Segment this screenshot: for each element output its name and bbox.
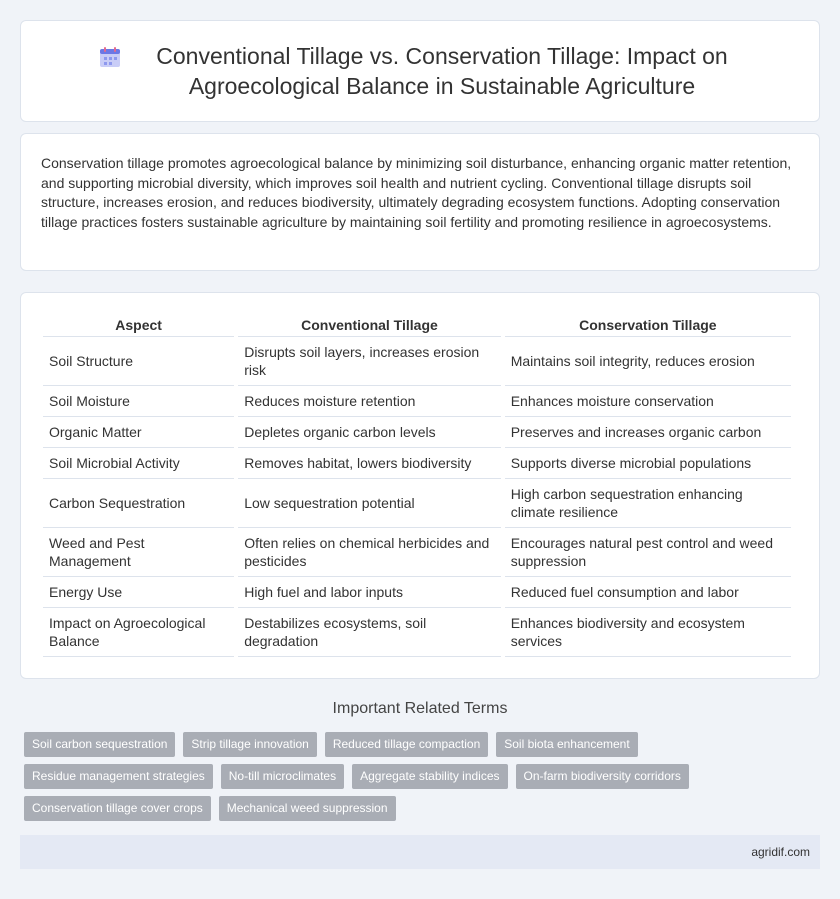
table-row (43, 528, 791, 577)
header-conservation: Conservation Tillage (505, 311, 791, 337)
table-cell: Supports diverse microbial populations (505, 448, 791, 479)
table-cell: Impact on Agroecological Balance (43, 608, 234, 657)
table-cell: Maintains soil integrity, reduces erosion (505, 337, 791, 386)
tag-reduced-tillage-compaction[interactable]: Reduced tillage compaction (325, 732, 488, 757)
tag-aggregate-stability-indices[interactable]: Aggregate stability indices (352, 764, 507, 789)
table-row (43, 417, 791, 448)
header-aspect: Aspect (43, 311, 234, 337)
table-cell: Reduced fuel consumption and labor (505, 577, 791, 608)
title-card (20, 20, 820, 122)
related-terms-title: Important Related Terms (332, 700, 508, 717)
comparison-table (39, 311, 795, 657)
table-row (43, 337, 791, 386)
table-cell: Destabilizes ecosystems, soil degradation (238, 608, 501, 657)
table-cell: Organic Matter (43, 417, 234, 448)
page-title: Conventional Tillage vs. Conservation Tillage: Impact on Agroecological Balance in Sustainable Agriculture (156, 43, 728, 99)
table-cell: High carbon sequestration enhancing climate resilience (505, 479, 791, 528)
comparison-table-card (20, 292, 820, 679)
title-wrap (98, 41, 742, 101)
tag-residue-management-strategies[interactable]: Residue management strategies (24, 764, 213, 789)
table-cell: Low sequestration potential (238, 479, 501, 528)
table-cell: Enhances biodiversity and ecosystem services (505, 608, 791, 657)
table-cell: Disrupts soil layers, increases erosion risk (238, 337, 501, 386)
intro-text: Conservation tillage promotes agroecological balance by minimizing soil disturbance, enhancing organic matter retention, and supporting microbial diversity, which improves soil health and nutrient cycling. Conventional tillage disrupts soil structure, increases erosion, and reduces biodiversity, ultimately degrading ecosystem functions. Adopting conservation tillage practices fosters sustainable agriculture by maintaining soil fertility and promoting resilience in agroecosystems. (41, 155, 792, 230)
table-cell: Weed and Pest Management (43, 528, 234, 577)
tag-mechanical-weed-suppression[interactable]: Mechanical weed suppression (219, 796, 396, 821)
table-cell: Enhances moisture conservation (505, 386, 791, 417)
tag-soil-biota-enhancement[interactable]: Soil biota enhancement (496, 732, 637, 757)
table-row (43, 448, 791, 479)
calendar-icon (98, 45, 122, 69)
footer-site-link[interactable]: agridif.com (751, 845, 810, 859)
intro-card (20, 133, 820, 271)
table-row (43, 479, 791, 528)
table-cell: Removes habitat, lowers biodiversity (238, 448, 501, 479)
table-cell: Energy Use (43, 577, 234, 608)
table-cell: Preserves and increases organic carbon (505, 417, 791, 448)
table-cell: Soil Microbial Activity (43, 448, 234, 479)
table-cell: Soil Structure (43, 337, 234, 386)
tag-soil-carbon-sequestration[interactable]: Soil carbon sequestration (24, 732, 175, 757)
table-cell: Encourages natural pest control and weed suppression (505, 528, 791, 577)
tag-conservation-tillage-cover-crops[interactable]: Conservation tillage cover crops (24, 796, 211, 821)
table-row (43, 577, 791, 608)
tag-no-till-microclimates[interactable]: No-till microclimates (221, 764, 344, 789)
table-cell: Soil Moisture (43, 386, 234, 417)
tag-on-farm-biodiversity-corridors[interactable]: On-farm biodiversity corridors (516, 764, 689, 789)
table-cell: Carbon Sequestration (43, 479, 234, 528)
table-cell: Depletes organic carbon levels (238, 417, 501, 448)
header-conventional: Conventional Tillage (238, 311, 501, 337)
table-row (43, 608, 791, 657)
table-cell: High fuel and labor inputs (238, 577, 501, 608)
tag-strip-tillage-innovation[interactable]: Strip tillage innovation (183, 732, 316, 757)
table-header-row (43, 311, 791, 337)
table-cell: Reduces moisture retention (238, 386, 501, 417)
table-row (43, 386, 791, 417)
related-terms-tags (24, 732, 824, 828)
footer (20, 835, 820, 869)
table-cell: Often relies on chemical herbicides and pesticides (238, 528, 501, 577)
